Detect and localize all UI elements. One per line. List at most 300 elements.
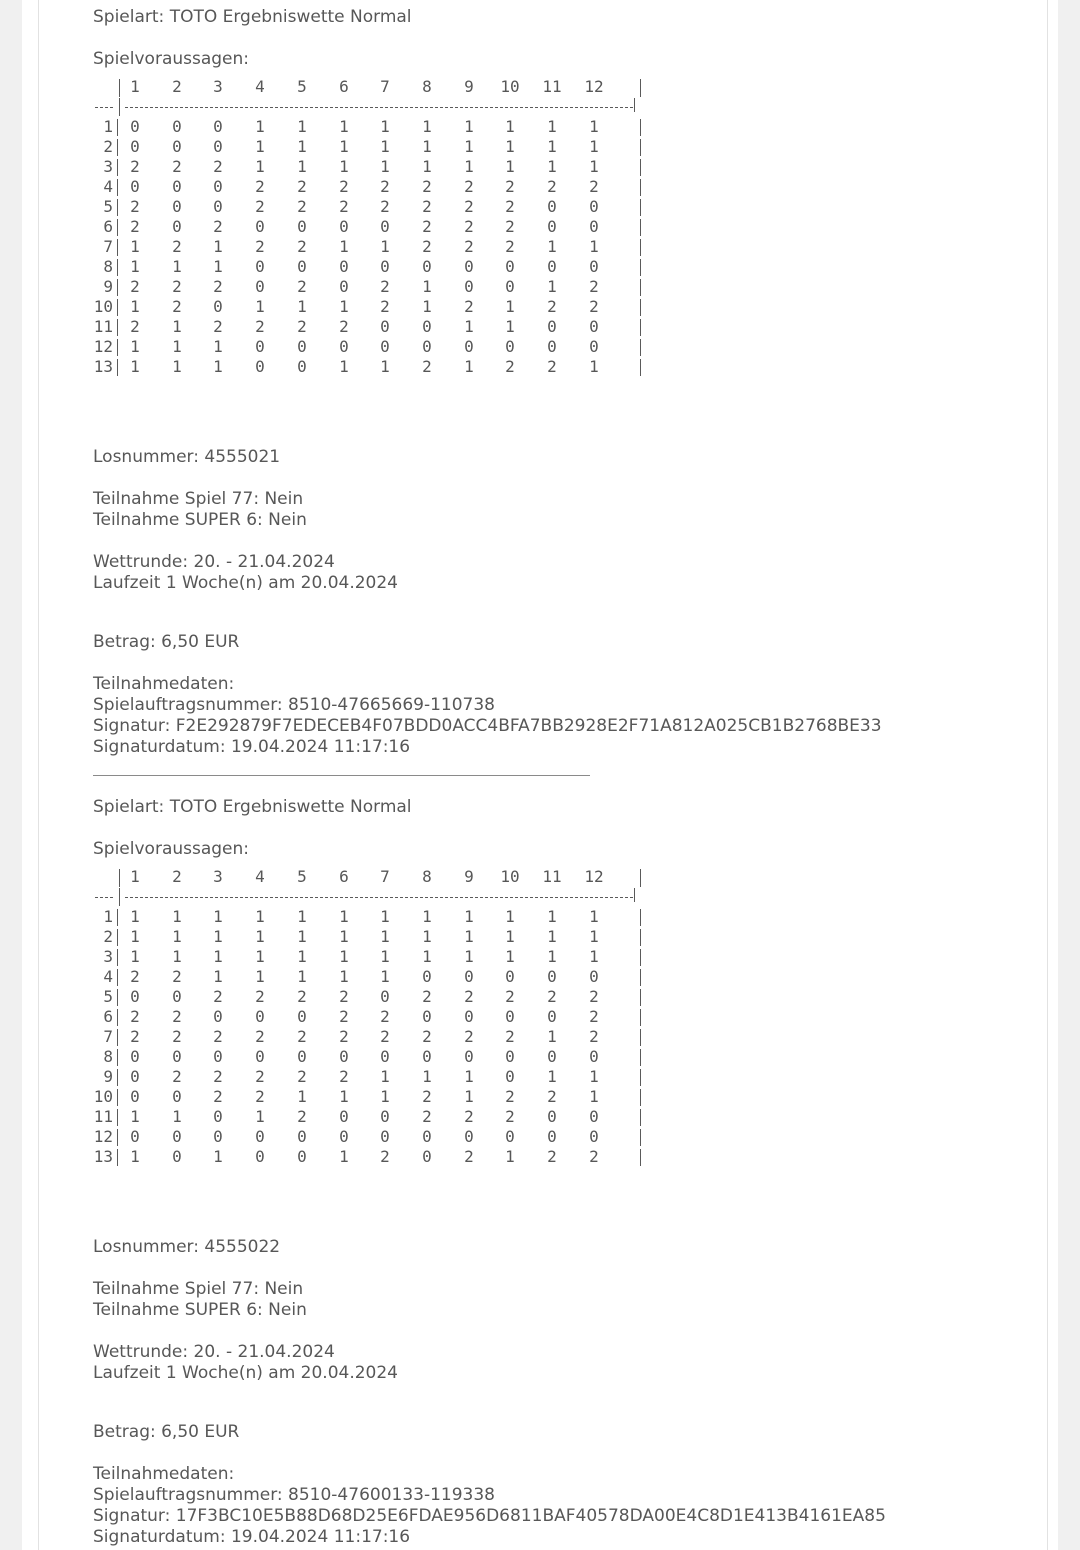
grid-cell: 2: [589, 177, 599, 196]
grid-cell: 1: [380, 947, 390, 966]
row-divider-right: [640, 139, 641, 156]
grid-cell: 0: [255, 217, 265, 236]
grid-cell: 0: [255, 1147, 265, 1166]
spielart-text: Spielart: TOTO Ergebniswette Normal: [93, 7, 412, 27]
grid-cell: 2: [464, 1027, 474, 1046]
grid-cell: 2: [130, 197, 140, 216]
grid-cell: 1: [297, 1087, 307, 1106]
column-header: 6: [339, 77, 349, 96]
grid-cell: 0: [589, 1127, 599, 1146]
grid-cell: 2: [547, 297, 557, 316]
grid-cell: 1: [130, 947, 140, 966]
row-divider-right: [640, 179, 641, 196]
row-header: 7: [103, 1027, 113, 1046]
grid-cell: 0: [547, 1127, 557, 1146]
grid-cell: 2: [130, 1027, 140, 1046]
grid-cell: 1: [464, 927, 474, 946]
row-divider: [117, 929, 118, 946]
grid-cell: 2: [505, 1027, 515, 1046]
grid-cell: 0: [547, 967, 557, 986]
grid-cell: 0: [339, 337, 349, 356]
grid-cell: 2: [464, 297, 474, 316]
grid-cell: 1: [255, 927, 265, 946]
grid-cell: 2: [339, 987, 349, 1006]
grid-cell: 1: [130, 1107, 140, 1126]
grid-cell: 2: [547, 1087, 557, 1106]
message-body: [38, 0, 1048, 1550]
row-divider: [117, 1029, 118, 1046]
grid-cell: 2: [380, 197, 390, 216]
grid-cell: 1: [589, 947, 599, 966]
grid-cell: 0: [339, 1107, 349, 1126]
row-divider: [117, 909, 118, 926]
row-header: 9: [103, 277, 113, 296]
row-divider-right: [640, 1089, 641, 1106]
grid-cell: 1: [213, 1147, 223, 1166]
row-divider: [117, 1009, 118, 1026]
grid-cell: 2: [422, 217, 432, 236]
row-header: 4: [103, 967, 113, 986]
grid-cell: 0: [255, 257, 265, 276]
grid-cell: 1: [589, 157, 599, 176]
grid-cell: 2: [339, 1027, 349, 1046]
grid-cell: 2: [297, 1107, 307, 1126]
row-header: 13: [93, 1147, 113, 1166]
column-header: 2: [172, 77, 182, 96]
grid-cell: 1: [339, 137, 349, 156]
grid-cell: 0: [297, 1147, 307, 1166]
grid-cell: 2: [297, 1067, 307, 1086]
grid-cell: 1: [380, 117, 390, 136]
row-divider: [117, 199, 118, 216]
grid-cell: 2: [172, 967, 182, 986]
grid-cell: 2: [422, 177, 432, 196]
grid-cell: 0: [255, 357, 265, 376]
row-header: 13: [93, 357, 113, 376]
teilnahmedaten-label: Teilnahmedaten:: [93, 674, 235, 694]
row-divider: [117, 359, 118, 376]
grid-divider: [119, 98, 120, 116]
column-header: 9: [464, 867, 474, 886]
grid-cell: 2: [505, 1087, 515, 1106]
email-page: [22, 0, 1058, 1550]
grid-cell: 0: [297, 357, 307, 376]
grid-cell: 1: [297, 297, 307, 316]
grid-cell: 2: [464, 1147, 474, 1166]
grid-cell: 1: [547, 157, 557, 176]
grid-cell: 0: [505, 1067, 515, 1086]
grid-cell: 1: [589, 117, 599, 136]
grid-cell: 1: [255, 1107, 265, 1126]
grid-cell: 0: [547, 317, 557, 336]
grid-cell: 1: [213, 357, 223, 376]
grid-cell: 2: [130, 217, 140, 236]
grid-cell: 0: [130, 177, 140, 196]
grid-cell: 2: [339, 1007, 349, 1026]
row-divider-right: [640, 1069, 641, 1086]
row-header: 11: [93, 317, 113, 336]
grid-cell: 1: [213, 257, 223, 276]
column-header: 3: [213, 77, 223, 96]
wettrunde-text: Wettrunde: 20. - 21.04.2024: [93, 1342, 335, 1362]
grid-cell: 0: [547, 1107, 557, 1126]
grid-cell: 1: [589, 357, 599, 376]
grid-cell: 2: [505, 237, 515, 256]
grid-cell: 1: [589, 907, 599, 926]
grid-cell: 2: [505, 217, 515, 236]
grid-cell: 1: [589, 927, 599, 946]
row-divider-right: [640, 239, 641, 256]
grid-cell: 1: [380, 967, 390, 986]
grid-cell: 0: [380, 317, 390, 336]
grid-cell: 0: [422, 1147, 432, 1166]
grid-cell: 2: [213, 277, 223, 296]
grid-cell: 2: [589, 1027, 599, 1046]
grid-cell: 1: [172, 1107, 182, 1126]
row-header: 11: [93, 1107, 113, 1126]
losnummer-text: Losnummer: 4555021: [93, 447, 281, 467]
column-header: 8: [422, 77, 432, 96]
grid-cell: 2: [380, 297, 390, 316]
grid-cell: 0: [464, 1007, 474, 1026]
row-divider-right: [640, 339, 641, 356]
grid-cell: 0: [464, 257, 474, 276]
grid-cell: 0: [505, 967, 515, 986]
grid-cell: 0: [255, 1047, 265, 1066]
grid-cell: 0: [130, 1087, 140, 1106]
grid-cell: 2: [339, 1067, 349, 1086]
row-header: 1: [103, 117, 113, 136]
column-header: 8: [422, 867, 432, 886]
row-divider-right: [640, 1109, 641, 1126]
grid-cell: 1: [339, 967, 349, 986]
grid-cell: 1: [422, 277, 432, 296]
row-divider: [117, 1089, 118, 1106]
grid-cell: 2: [297, 987, 307, 1006]
grid-cell: 1: [505, 117, 515, 136]
grid-cell: 2: [464, 177, 474, 196]
grid-cell: 2: [172, 157, 182, 176]
column-header: 9: [464, 77, 474, 96]
grid-cell: 1: [380, 357, 390, 376]
grid-cell: 1: [297, 157, 307, 176]
row-header: 8: [103, 1047, 113, 1066]
grid-cell: 0: [380, 257, 390, 276]
grid-cell: 0: [464, 1047, 474, 1066]
grid-cell: 1: [505, 907, 515, 926]
grid-cell: 1: [255, 157, 265, 176]
grid-cell: 1: [130, 257, 140, 276]
signaturdatum-text: Signaturdatum: 19.04.2024 11:17:16: [93, 737, 411, 757]
row-divider: [117, 239, 118, 256]
column-header: 6: [339, 867, 349, 886]
row-divider-right: [640, 929, 641, 946]
row-divider-right: [640, 969, 641, 986]
grid-cell: 2: [547, 1147, 557, 1166]
grid-cell: 1: [380, 157, 390, 176]
grid-cell: 2: [505, 1107, 515, 1126]
grid-cell: 0: [380, 987, 390, 1006]
grid-cell: 2: [172, 1007, 182, 1026]
row-divider: [117, 1109, 118, 1126]
grid-cell: 1: [297, 967, 307, 986]
row-divider: [117, 119, 118, 136]
grid-cell: 2: [422, 237, 432, 256]
grid-cell: 1: [505, 137, 515, 156]
grid-cell: 1: [339, 1147, 349, 1166]
grid-cell: 2: [547, 357, 557, 376]
super6-text: Teilnahme SUPER 6: Nein: [93, 1300, 307, 1320]
spiel77-text: Teilnahme Spiel 77: Nein: [93, 489, 304, 509]
grid-cell: 2: [422, 1027, 432, 1046]
grid-cell: 1: [255, 117, 265, 136]
grid-cell: 0: [172, 1047, 182, 1066]
grid-cell: 0: [589, 197, 599, 216]
grid-cell: 0: [422, 257, 432, 276]
grid-cell: 0: [380, 337, 390, 356]
grid-cell: 2: [589, 987, 599, 1006]
grid-cell: 0: [339, 1047, 349, 1066]
row-divider-right: [640, 989, 641, 1006]
row-header: 4: [103, 177, 113, 196]
grid-cell: 1: [464, 907, 474, 926]
grid-cell: 1: [380, 927, 390, 946]
grid-cell: 1: [130, 357, 140, 376]
column-header: 10: [500, 867, 520, 886]
column-header: 4: [255, 867, 265, 886]
grid-cell: 2: [172, 297, 182, 316]
losnummer-text: Losnummer: 4555022: [93, 1237, 281, 1257]
grid-cell: 0: [297, 257, 307, 276]
grid-cell: 2: [422, 1107, 432, 1126]
grid-cell: 0: [464, 277, 474, 296]
row-header: 3: [103, 157, 113, 176]
grid-cell: 1: [547, 1027, 557, 1046]
row-divider-right: [640, 159, 641, 176]
grid-cell: 1: [213, 907, 223, 926]
grid-cell: 1: [255, 907, 265, 926]
grid-cell: 0: [380, 1127, 390, 1146]
grid-cell: 1: [464, 1067, 474, 1086]
grid-cell: 2: [380, 1027, 390, 1046]
grid-cell: 1: [339, 947, 349, 966]
grid-cell: 0: [339, 257, 349, 276]
grid-cell: 0: [589, 1107, 599, 1126]
row-header: 6: [103, 217, 113, 236]
grid-cell: 1: [213, 947, 223, 966]
grid-cell: 1: [255, 967, 265, 986]
grid-cell: 0: [505, 257, 515, 276]
grid-cell: 0: [213, 297, 223, 316]
grid-divider: [640, 79, 641, 97]
grid-cell: 1: [422, 1067, 432, 1086]
column-header: 1: [130, 77, 140, 96]
grid-cell: 2: [297, 317, 307, 336]
grid-cell: 1: [213, 337, 223, 356]
grid-cell: 0: [172, 117, 182, 136]
grid-cell: 0: [380, 217, 390, 236]
grid-cell: 0: [172, 1147, 182, 1166]
column-header: 12: [584, 867, 604, 886]
row-divider: [117, 989, 118, 1006]
grid-cell: 0: [130, 1067, 140, 1086]
grid-cell: 1: [505, 157, 515, 176]
grid-cell: 1: [547, 1067, 557, 1086]
grid-cell: 0: [255, 277, 265, 296]
grid-cell: 0: [422, 1007, 432, 1026]
grid-cell: 0: [297, 1007, 307, 1026]
grid-cell: 2: [505, 197, 515, 216]
grid-cell: 1: [380, 1067, 390, 1086]
grid-cell: 1: [380, 907, 390, 926]
grid-cell: 1: [130, 297, 140, 316]
grid-cell: 1: [130, 337, 140, 356]
grid-cell: 0: [505, 1007, 515, 1026]
grid-cell: 1: [172, 357, 182, 376]
grid-cell: 2: [297, 1027, 307, 1046]
grid-dash-left: [95, 107, 113, 108]
grid-cell: 0: [464, 967, 474, 986]
row-divider: [117, 319, 118, 336]
row-divider: [117, 279, 118, 296]
grid-divider: [119, 869, 120, 887]
row-header: 5: [103, 987, 113, 1006]
grid-cell: 1: [380, 137, 390, 156]
row-header: 9: [103, 1067, 113, 1086]
row-divider: [117, 969, 118, 986]
grid-cell: 2: [255, 317, 265, 336]
grid-cell: 2: [380, 1147, 390, 1166]
grid-cell: 1: [422, 947, 432, 966]
grid-cell: 2: [213, 1087, 223, 1106]
row-divider-right: [640, 319, 641, 336]
grid-cell: 1: [255, 297, 265, 316]
grid-cell: 2: [172, 237, 182, 256]
grid-cell: 2: [422, 197, 432, 216]
grid-cell: 1: [464, 947, 474, 966]
grid-divider: [119, 79, 120, 97]
row-divider-right: [640, 1129, 641, 1146]
grid-cell: 2: [422, 357, 432, 376]
grid-cell: 0: [213, 117, 223, 136]
row-divider: [117, 1129, 118, 1146]
grid-divider: [634, 888, 635, 902]
grid-cell: 0: [547, 197, 557, 216]
row-header: 10: [93, 297, 113, 316]
grid-cell: 1: [130, 927, 140, 946]
grid-cell: 1: [172, 337, 182, 356]
grid-cell: 1: [464, 157, 474, 176]
grid-cell: 2: [297, 177, 307, 196]
grid-cell: 2: [464, 217, 474, 236]
grid-cell: 2: [130, 317, 140, 336]
grid-cell: 0: [130, 1127, 140, 1146]
grid-dash-rule: [125, 107, 633, 108]
grid-cell: 2: [380, 277, 390, 296]
grid-cell: 1: [589, 1087, 599, 1106]
grid-cell: 2: [464, 987, 474, 1006]
grid-cell: 2: [464, 237, 474, 256]
grid-cell: 0: [589, 337, 599, 356]
grid-cell: 1: [422, 297, 432, 316]
grid-cell: 0: [339, 1127, 349, 1146]
grid-cell: 2: [339, 197, 349, 216]
grid-cell: 0: [505, 337, 515, 356]
grid-cell: 0: [464, 337, 474, 356]
row-header: 1: [103, 907, 113, 926]
grid-cell: 1: [464, 1087, 474, 1106]
grid-cell: 1: [589, 137, 599, 156]
row-divider-right: [640, 119, 641, 136]
laufzeit-text: Laufzeit 1 Woche(n) am 20.04.2024: [93, 573, 398, 593]
row-divider: [117, 219, 118, 236]
grid-cell: 0: [505, 277, 515, 296]
ticket-separator: [93, 775, 590, 776]
grid-cell: 2: [380, 177, 390, 196]
grid-cell: 1: [547, 237, 557, 256]
grid-cell: 1: [255, 137, 265, 156]
grid-cell: 0: [297, 1127, 307, 1146]
grid-cell: 0: [422, 1127, 432, 1146]
grid-cell: 2: [213, 217, 223, 236]
row-divider: [117, 259, 118, 276]
row-divider: [117, 1069, 118, 1086]
spielart-text: Spielart: TOTO Ergebniswette Normal: [93, 797, 412, 817]
grid-cell: 0: [589, 217, 599, 236]
grid-cell: 1: [172, 317, 182, 336]
signatur-text: Signatur: F2E292879F7EDECEB4F07BDD0ACC4BFA7BB2928E2F71A812A025CB1B2768BE33: [93, 716, 882, 736]
row-divider-right: [640, 199, 641, 216]
grid-cell: 2: [297, 277, 307, 296]
row-divider-right: [640, 1049, 641, 1066]
grid-cell: 2: [130, 967, 140, 986]
grid-cell: 2: [589, 277, 599, 296]
grid-divider: [634, 98, 635, 112]
grid-cell: 1: [130, 1147, 140, 1166]
row-divider-right: [640, 279, 641, 296]
grid-cell: 0: [213, 1007, 223, 1026]
grid-cell: 1: [297, 927, 307, 946]
column-header: 4: [255, 77, 265, 96]
row-header: 5: [103, 197, 113, 216]
grid-cell: 2: [297, 237, 307, 256]
grid-cell: 0: [213, 1127, 223, 1146]
grid-divider: [640, 869, 641, 887]
grid-cell: 0: [380, 1047, 390, 1066]
grid-cell: 2: [255, 177, 265, 196]
betrag-text: Betrag: 6,50 EUR: [93, 632, 240, 652]
column-header: 3: [213, 867, 223, 886]
grid-cell: 0: [422, 1047, 432, 1066]
column-header: 11: [542, 77, 562, 96]
grid-cell: 1: [505, 947, 515, 966]
grid-cell: 1: [339, 907, 349, 926]
grid-cell: 0: [172, 197, 182, 216]
grid-cell: 2: [547, 987, 557, 1006]
signaturdatum-text: Signaturdatum: 19.04.2024 11:17:16: [93, 1527, 411, 1547]
grid-cell: 2: [547, 177, 557, 196]
row-header: 6: [103, 1007, 113, 1026]
grid-cell: 1: [172, 257, 182, 276]
grid-cell: 0: [589, 967, 599, 986]
betrag-text: Betrag: 6,50 EUR: [93, 1422, 240, 1442]
grid-cell: 1: [505, 927, 515, 946]
column-header: 10: [500, 77, 520, 96]
grid-cell: 1: [255, 947, 265, 966]
auftragsnummer-text: Spielauftragsnummer: 8510-47665669-110738: [93, 695, 495, 715]
grid-cell: 2: [255, 1027, 265, 1046]
row-divider-right: [640, 299, 641, 316]
